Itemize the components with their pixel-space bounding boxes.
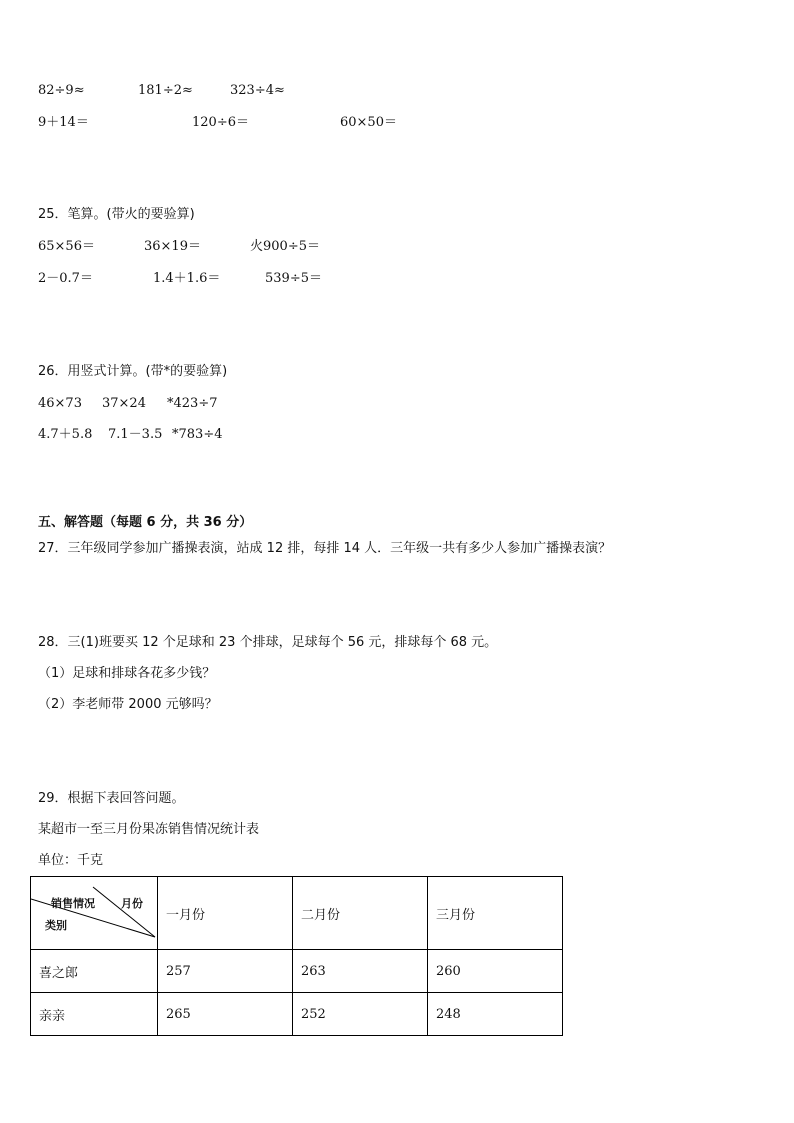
sales-table [30,876,563,1036]
row-label: 喜之郎 [31,950,158,993]
calc-item: 65×56＝ [38,239,95,254]
estimate-item: 181÷2≈ [138,83,193,98]
diagonal-lines [31,877,165,949]
table-cell: 265 [158,993,293,1036]
table-cell: 248 [428,993,563,1036]
q28-sub1: （1）足球和排球各花多少钱？ [38,666,216,681]
section5-title: 五、解答题（每题 6 分，共 36 分） [38,515,253,530]
q28-title: 28．三(1)班要买 12 个足球和 23 个排球，足球每个 56 元，排球每个 68 元。 [38,635,498,650]
column-header: 三月份 [428,877,563,950]
table-cell: 252 [293,993,428,1036]
table-header-row [31,877,563,950]
table-row [31,950,563,993]
q28-sub2: （2）李老师带 2000 元够吗？ [38,697,218,712]
diagonal-header-cell [31,877,158,950]
row-label: 亲亲 [31,993,158,1036]
table-cell: 260 [428,950,563,993]
table-cell: 257 [158,950,293,993]
oral-item: 60×50＝ [340,115,397,130]
column-header: 二月份 [293,877,428,950]
oral-item: 9＋14＝ [38,115,89,130]
calc-item: 2－0.7＝ [38,271,93,286]
table-cell: 263 [293,950,428,993]
q26-title: 26．用竖式计算。(带*的要验算) [38,364,228,379]
diag-label-right: 月份 [121,897,143,910]
q27-text: 27．三年级同学参加广播操表演，站成 12 排，每排 14 人．三年级一共有多少人参加广播操表演？ [38,541,612,556]
calc-item: *783÷4 [172,427,223,442]
calc-item: 37×24 [102,396,146,411]
diag-label-top: 销售情况 [51,897,95,910]
calc-item: 4.7＋5.8 [38,427,93,442]
calc-item: 539÷5＝ [265,271,322,286]
table-row [31,993,563,1036]
table-title: 某超市一至三月份果冻销售情况统计表 [38,822,260,837]
q25-title: 25．笔算。(带火的要验算) [38,207,195,222]
calc-item: 36×19＝ [144,239,201,254]
estimate-item: 82÷9≈ [38,83,85,98]
calc-item: 1.4＋1.6＝ [153,271,221,286]
calc-item: 46×73 [38,396,82,411]
diag-label-bottom: 类别 [45,919,67,932]
calc-item: 火900÷5＝ [250,239,320,254]
oral-item: 120÷6＝ [192,115,249,130]
calc-item: 7.1－3.5 [108,427,163,442]
calc-item: *423÷7 [167,396,218,411]
table-unit: 单位：千克 [38,853,104,868]
column-header: 一月份 [158,877,293,950]
q29-title: 29．根据下表回答问题。 [38,791,185,806]
estimate-item: 323÷4≈ [230,83,285,98]
